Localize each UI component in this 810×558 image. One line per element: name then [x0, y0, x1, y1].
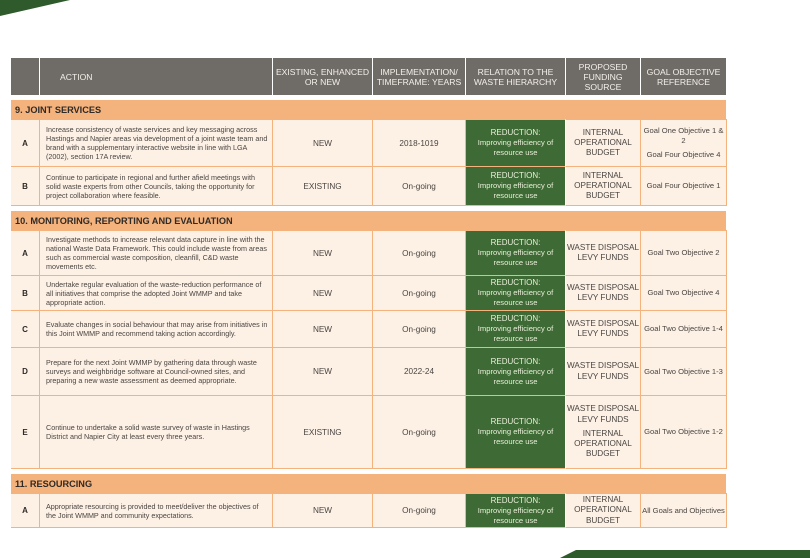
- corner-decoration-bottom: [560, 550, 810, 558]
- waste-hierarchy-cell: [466, 311, 566, 348]
- goal-cell: [641, 396, 727, 469]
- action-text: Increase consistency of waste services and key messaging across Hastings and Napier areas via development of a joint waste team and brand with a supplementary interactive website in line with LGA (2002), section 17A review.: [40, 119, 273, 167]
- action-text: Undertake regular evaluation of the waste-reduction performance of all initiatives that comprise the adopted Joint WMMP and take appropriate action.: [40, 276, 273, 311]
- table-row: [11, 167, 727, 206]
- hierarchy-text: Improving efficiency of resource use: [477, 288, 554, 307]
- hierarchy-text: Improving efficiency of resource use: [477, 505, 554, 525]
- funding-source: WASTE DISPOSAL LEVY FUNDS: [566, 242, 640, 262]
- goal-reference: Goal One Objective 1 & 2: [643, 126, 724, 145]
- row-letter: B: [11, 167, 40, 206]
- table-row: [11, 396, 727, 469]
- funding-cell: [566, 167, 641, 206]
- goal-cell: [641, 493, 727, 528]
- goal-reference: All Goals and Objectives: [642, 505, 725, 515]
- timeframe-cell: 2022-24: [373, 348, 466, 396]
- goal-cell: [641, 348, 727, 396]
- status-cell: NEW: [273, 311, 373, 348]
- funding-source: WASTE DISPOSAL LEVY FUNDS: [566, 282, 640, 302]
- waste-hierarchy-cell: [466, 396, 566, 469]
- table-row: [11, 119, 727, 167]
- funding-source: INTERNAL OPERATIONAL BUDGET: [574, 170, 632, 201]
- funding-cell: [566, 396, 641, 469]
- waste-hierarchy-cell: [466, 276, 566, 311]
- funding-source: INTERNAL OPERATIONAL BUDGET: [574, 127, 632, 158]
- hierarchy-title: REDUCTION:: [490, 278, 541, 287]
- funding-source: WASTE DISPOSAL LEVY FUNDS: [566, 404, 640, 424]
- row-letter: A: [11, 119, 40, 167]
- timeframe-cell: On-going: [373, 230, 466, 276]
- hierarchy-text: Improving efficiency of resource use: [477, 427, 554, 446]
- funding-cell: [566, 311, 641, 348]
- action-plan-table: [11, 58, 727, 528]
- goal-cell: [641, 167, 727, 206]
- header-funding: PROPOSED FUNDING SOURCE: [566, 58, 641, 95]
- action-text: Continue to undertake a solid waste survey of waste in Hastings District and Napier City at least every three years.: [40, 396, 273, 469]
- goal-cell: [641, 119, 727, 167]
- table-row: [11, 493, 727, 528]
- funding-source: WASTE DISPOSAL LEVY FUNDS: [566, 318, 640, 338]
- goal-cell: [641, 311, 727, 348]
- funding-cell: [566, 276, 641, 311]
- header-action: ACTION: [40, 58, 273, 95]
- waste-hierarchy-cell: [466, 348, 566, 396]
- table-row: [11, 348, 727, 396]
- status-cell: NEW: [273, 119, 373, 167]
- table-row: [11, 276, 727, 311]
- row-letter: D: [11, 348, 40, 396]
- funding-source: INTERNAL OPERATIONAL BUDGET: [574, 428, 632, 459]
- action-text: Appropriate resourcing is provided to meet/deliver the objectives of the Joint WMMP and community expectations.: [40, 493, 273, 528]
- goal-cell: [641, 230, 727, 276]
- timeframe-cell: On-going: [373, 396, 466, 469]
- header-implementation: IMPLEMENTATION/ TIMEFRAME: YEARS: [373, 58, 466, 95]
- section-title: 10. MONITORING, REPORTING AND EVALUATION: [11, 211, 641, 230]
- waste-hierarchy-cell: [466, 167, 566, 206]
- section-spacer: [641, 100, 727, 119]
- status-cell: EXISTING: [273, 167, 373, 206]
- status-cell: NEW: [273, 348, 373, 396]
- table-row: [11, 311, 727, 348]
- waste-hierarchy-cell: [466, 119, 566, 167]
- hierarchy-title: REDUCTION:: [490, 495, 541, 505]
- hierarchy-text: Improving efficiency of resource use: [477, 138, 554, 157]
- waste-hierarchy-cell: [466, 230, 566, 276]
- funding-cell: [566, 119, 641, 167]
- table-header-row: [11, 58, 727, 95]
- action-text: Investigate methods to increase relevant data capture in line with the national Waste Data Framework. This could include waste from areas such as commercial waste composition, cleanfill, C&D waste movements etc.: [40, 230, 273, 276]
- hierarchy-title: REDUCTION:: [490, 356, 541, 366]
- header-relation: RELATION TO THE WASTE HIERARCHY: [466, 58, 566, 95]
- goal-reference: Goal Two Objective 1-3: [644, 366, 723, 376]
- header-existing: EXISTING, ENHANCED OR NEW: [273, 58, 373, 95]
- hierarchy-text: Improving efficiency of resource use: [477, 324, 554, 343]
- status-cell: NEW: [273, 230, 373, 276]
- action-text: Continue to participate in regional and further afield meetings with solid waste experts from other Councils, taking the opportunity for project collaboration where feasible.: [40, 167, 273, 206]
- funding-source: WASTE DISPOSAL LEVY FUNDS: [566, 361, 640, 381]
- header-letter: [11, 58, 40, 95]
- section-title: 11. RESOURCING: [11, 474, 641, 493]
- goal-reference: Goal Two Objective 1-2: [644, 427, 723, 436]
- action-text: Prepare for the next Joint WMMP by gathering data through waste surveys and weighbridge software at Council-owned sites, and preparing a new waste assessment as deemed appropriate.: [40, 348, 273, 396]
- section-spacer: [641, 211, 727, 230]
- goal-reference: Goal Two Objective 1-4: [644, 324, 723, 333]
- funding-source: INTERNAL OPERATIONAL BUDGET: [574, 495, 632, 525]
- section-spacer: [641, 474, 727, 493]
- hierarchy-title: REDUCTION:: [490, 417, 541, 426]
- timeframe-cell: 2018-1019: [373, 119, 466, 167]
- row-letter: B: [11, 276, 40, 311]
- corner-decoration-top: [0, 0, 70, 16]
- status-cell: NEW: [273, 276, 373, 311]
- section-header-row: [11, 474, 727, 493]
- hierarchy-title: REDUCTION:: [490, 128, 541, 137]
- funding-cell: [566, 230, 641, 276]
- section-title: 9. JOINT SERVICES: [11, 100, 641, 119]
- hierarchy-text: Improving efficiency of resource use: [477, 181, 554, 200]
- timeframe-cell: On-going: [373, 167, 466, 206]
- row-letter: E: [11, 396, 40, 469]
- goal-reference: Goal Four Objective 4: [646, 150, 721, 159]
- timeframe-cell: On-going: [373, 493, 466, 528]
- timeframe-cell: On-going: [373, 311, 466, 348]
- hierarchy-text: Improving efficiency of resource use: [477, 366, 554, 386]
- hierarchy-text: Improving efficiency of resource use: [477, 248, 554, 267]
- section-header-row: [11, 211, 727, 230]
- section-header-row: [11, 100, 727, 119]
- hierarchy-title: REDUCTION:: [490, 238, 541, 247]
- goal-cell: [641, 276, 727, 311]
- hierarchy-title: REDUCTION:: [490, 171, 541, 180]
- header-goal: GOAL OBJECTIVE REFERENCE: [641, 58, 727, 95]
- row-letter: C: [11, 311, 40, 348]
- row-letter: A: [11, 230, 40, 276]
- row-letter: A: [11, 493, 40, 528]
- table-row: [11, 230, 727, 276]
- waste-hierarchy-cell: [466, 493, 566, 528]
- goal-reference: Goal Two Objective 2: [647, 248, 720, 257]
- goal-reference: Goal Two Objective 4: [647, 288, 720, 297]
- timeframe-cell: On-going: [373, 276, 466, 311]
- funding-cell: [566, 493, 641, 528]
- status-cell: EXISTING: [273, 396, 373, 469]
- status-cell: NEW: [273, 493, 373, 528]
- funding-cell: [566, 348, 641, 396]
- hierarchy-title: REDUCTION:: [490, 314, 541, 323]
- action-text: Evaluate changes in social behaviour that may arise from initiatives in this Joint WMMP and recommend taking action accordingly.: [40, 311, 273, 348]
- goal-reference: Goal Four Objective 1: [646, 181, 721, 190]
